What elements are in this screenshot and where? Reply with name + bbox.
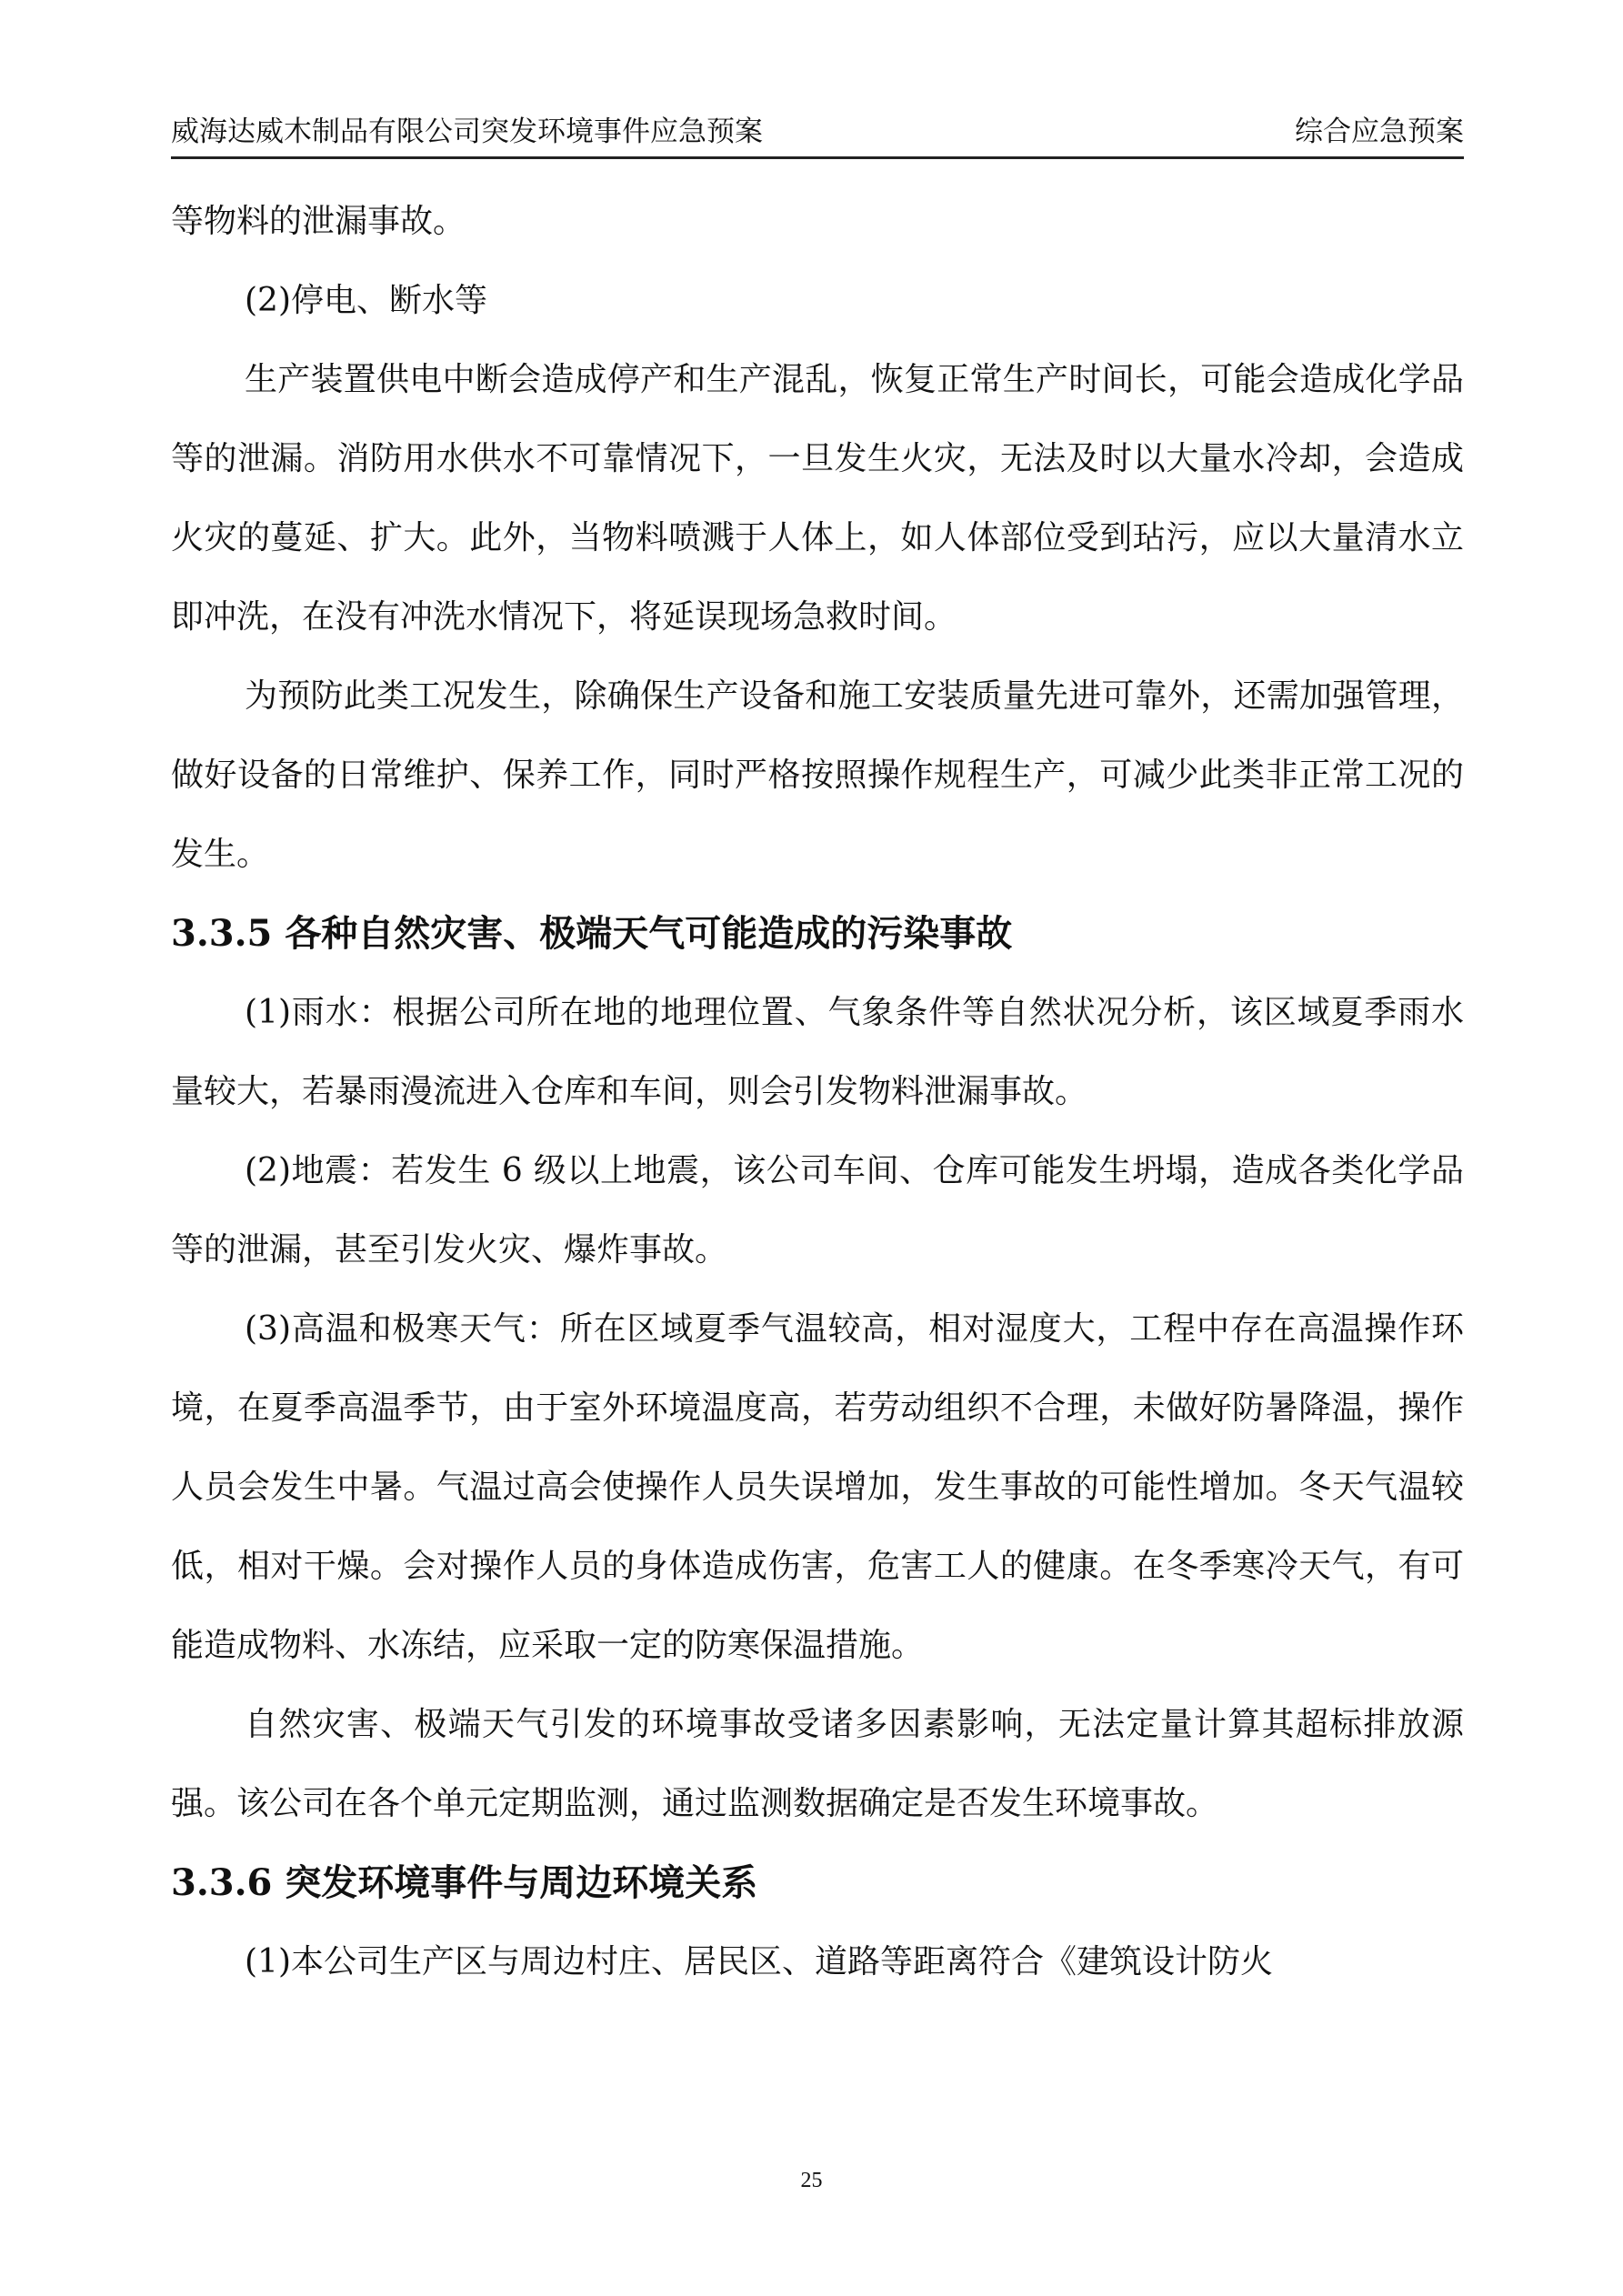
paragraph: 生产装置供电中断会造成停产和生产混乱，恢复正常生产时间长，可能会造成化学品等的泄漏。消防用水供水不可靠情况下，一旦发生火灾，无法及时以大量水冷却，会造成火灾的蔓延、扩大。此外，当物料喷溅于人体上，如人体部位受到玷污，应以大量清水立即冲洗，在没有冲洗水情况下，将延误现场急救时间。 [171,361,1464,636]
paragraph: (3)高温和极寒天气：所在区域夏季气温较高，相对湿度大，工程中存在高温操作环境，在夏季高温季节，由于室外环境温度高，若劳动组织不合理，未做好防暑降温，操作人员会发生中暑。气温过高会使操作人员失误增加，发生事故的可能性增加。冬天气温较低，相对干燥。会对操作人员的身体造成伤害，危害工人的健康。在冬季寒冷天气，有可能造成物料、水冻结，应采取一定的防寒保温措施。 [171,1310,1464,1664]
section-heading-3-3-6: 3.3.6 突发环境事件与周边环境关系 [171,1861,758,1904]
section-heading-3-3-5: 3.3.5 各种自然灾害、极端天气可能造成的污染事故 [171,912,1013,955]
page-header [171,107,1464,159]
paragraph: 自然灾害、极端天气引发的环境事故受诸多因素影响，无法定量计算其超标排放源强。该公司在各个单元定期监测，通过监测数据确定是否发生环境事故。 [171,1706,1464,1822]
paragraph: (2)地震：若发生 6 级以上地震，该公司车间、仓库可能发生坍塌，造成各类化学品等的泄漏，甚至引发火灾、爆炸事故。 [171,1152,1464,1268]
paragraph: 等物料的泄漏事故。 [171,203,466,240]
paragraph: 为预防此类工况发生，除确保生产设备和施工安装质量先进可靠外，还需加强管理，做好设备的日常维护、保养工作，同时严格按照操作规程生产，可减少此类非正常工况的发生。 [171,677,1464,873]
paragraph: (1)本公司生产区与周边村庄、居民区、道路等距离符合《建筑设计防火 [245,1943,1273,1980]
paragraph: (1)雨水：根据公司所在地的地理位置、气象条件等自然状况分析，该区域夏季雨水量较大，若暴雨漫流进入仓库和车间，则会引发物料泄漏事故。 [171,994,1464,1110]
page-number: 25 [800,2169,823,2192]
header-title: 威海达威木制品有限公司突发环境事件应急预案 [171,115,763,148]
header-section: 综合应急预案 [1295,115,1464,148]
paragraph: (2)停电、断水等 [245,282,487,319]
document-body [171,182,1464,2001]
